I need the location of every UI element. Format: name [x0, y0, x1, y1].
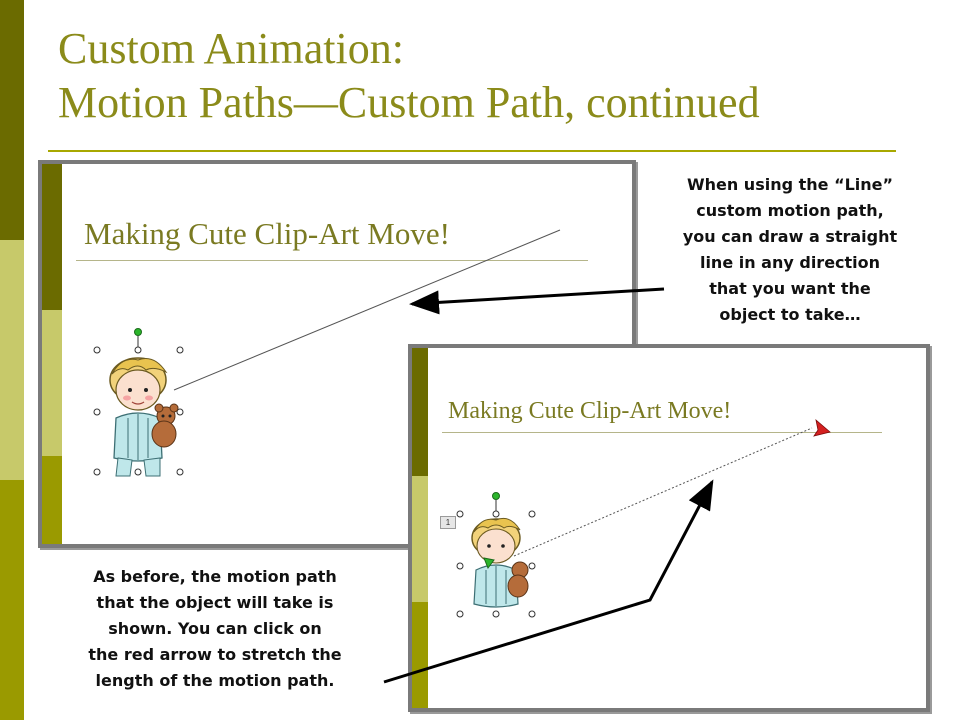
screenshot-slide-title: Making Cute Clip-Art Move! [84, 216, 450, 251]
sidebar-segment-mid [0, 480, 24, 720]
callout-line: custom motion path, [696, 201, 884, 220]
boy-teddy-clipart-icon[interactable] [110, 358, 178, 476]
screenshot-2-canvas [412, 348, 926, 708]
screenshot-slide-title: Making Cute Clip-Art Move! [448, 398, 732, 424]
title-divider [48, 150, 896, 152]
animation-step-badge[interactable]: 1 [440, 516, 456, 529]
callout-line: When using the “Line” [686, 175, 894, 194]
callout-line: line in any direction [699, 253, 881, 272]
rotation-handle-icon[interactable] [493, 493, 500, 500]
callout-line: that the object will take is [96, 593, 334, 612]
callout-line: the red arrow to stretch the [88, 645, 342, 664]
boy-teddy-clipart-icon[interactable] [472, 518, 528, 607]
callout-red-arrow-description [40, 564, 390, 694]
screenshot-line-path-selected [408, 344, 930, 712]
callout-line: object to take… [719, 305, 861, 324]
slide-sidebar [0, 0, 24, 720]
slide-title-line-1: Custom Animation: [58, 24, 404, 73]
rotation-handle-icon[interactable] [135, 329, 142, 336]
callout-line: you can draw a straight [682, 227, 898, 246]
callout-line: length of the motion path. [95, 671, 335, 690]
motion-path-line[interactable] [514, 428, 812, 556]
slide-title-line-2: Motion Paths—Custom Path, continued [58, 78, 760, 127]
callout-line: shown. You can click on [108, 619, 322, 638]
sidebar-segment-dark [0, 0, 24, 240]
callout-line: that you want the [709, 279, 871, 298]
slide-title [58, 22, 918, 130]
callout-line: As before, the motion path [93, 567, 337, 586]
sidebar-segment-light [0, 240, 24, 480]
callout-line-path-description [640, 172, 940, 328]
red-arrow-end-marker-icon[interactable] [814, 420, 830, 436]
